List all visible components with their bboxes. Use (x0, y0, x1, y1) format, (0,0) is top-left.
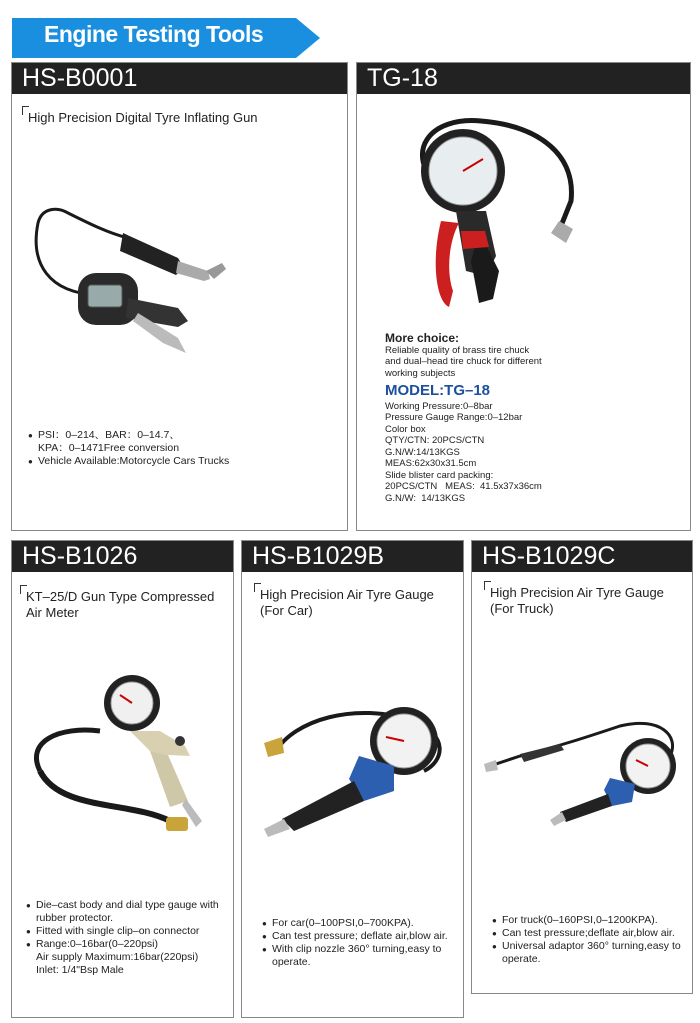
feature-item: ● Die–cast body and dial type gauge with rubber protector. (26, 899, 231, 925)
tg-18-description (385, 333, 685, 504)
feature-item: ● Range:0–16bar(0–220psi) Air supply Maximum:16bar(220psi) Inlet: 1/4"Bsp Male (26, 938, 231, 977)
tg-18-tyre-gauge-image (401, 111, 591, 311)
feature-item: ● For truck(0–160PSI,0–1200KPA). (492, 914, 690, 927)
feature-list (492, 914, 690, 966)
more-choice-heading: More choice: (385, 331, 460, 345)
product-title-line: (For Truck) (490, 601, 554, 616)
truck-air-tyre-gauge-image (480, 716, 680, 826)
product-code-header: TG-18 (357, 63, 690, 94)
feature-list (262, 917, 460, 969)
spec-line: G.N/W:14/13KGS (385, 446, 460, 458)
feature-item: ● Universal adaptor 360° turning,easy to operate. (492, 940, 690, 966)
spec-line: Color box (385, 423, 426, 435)
digital-tyre-inflator-image (28, 203, 228, 363)
product-panel-tg-18 (356, 62, 691, 531)
product-title-line: (For Car) (260, 603, 313, 618)
product-code-header: HS-B0001 (12, 63, 347, 94)
corner-tick-icon (20, 585, 27, 594)
product-title-line: KT–25/D Gun Type Compressed (26, 589, 215, 604)
model-label: MODEL:TG–18 (385, 382, 491, 399)
more-choice-line: Reliable quality of brass tire chuck (385, 344, 530, 356)
feature-item: ● Vehicle Available:Motorcycle Cars Trucks (28, 455, 328, 468)
more-choice-line: and dual–head tire chuck for different (385, 356, 542, 367)
product-title-line: High Precision Air Tyre Gauge (490, 585, 664, 600)
spec-line: G.N/W: 14/13KGS (385, 492, 466, 504)
more-choice-line: working subjects (385, 367, 456, 379)
product-code-header: HS-B1026 (12, 541, 233, 572)
product-panel-hs-b0001 (11, 62, 348, 531)
spec-line: Working Pressure:0–8bar (385, 400, 493, 412)
corner-tick-icon (254, 583, 261, 592)
product-code-header: HS-B1029B (242, 541, 463, 572)
feature-item: ● Fitted with single clip–on connector (26, 925, 231, 938)
product-title-text: High Precision Digital Tyre Inflating Gun (28, 110, 258, 125)
spec-line: QTY/CTN: 20PCS/CTN (385, 435, 485, 446)
corner-tick-icon (484, 581, 491, 590)
product-title-line: Air Meter (26, 605, 79, 620)
spec-line: Pressure Gauge Range:0–12bar (385, 412, 523, 423)
product-title (490, 585, 664, 617)
product-panel-hs-b1029c (471, 540, 693, 994)
product-title (260, 587, 434, 619)
car-air-tyre-gauge-image (254, 701, 454, 851)
banner-title: Engine Testing Tools (44, 21, 264, 47)
feature-list (28, 429, 328, 468)
corner-tick-icon (22, 106, 29, 115)
product-title-line: High Precision Air Tyre Gauge (260, 587, 434, 602)
section-banner (12, 18, 320, 58)
product-title (26, 589, 214, 621)
feature-item: ● Can test pressure;deflate air,blow air. (492, 927, 690, 940)
gun-type-air-meter-image (20, 671, 220, 861)
product-title (28, 110, 258, 126)
spec-line: MEAS:62x30x31.5cm (385, 458, 477, 469)
product-panel-hs-b1029b (241, 540, 464, 1018)
spec-line: 20PCS/CTN MEAS: 41.5x37x36cm (385, 481, 542, 492)
product-code-header: HS-B1029C (472, 541, 692, 572)
product-panel-hs-b1026 (11, 540, 234, 1018)
feature-item: ● Can test pressure; deflate air,blow air. (262, 930, 460, 943)
feature-item: ● PSI：0–214、BAR：0–14.7、 KPA：0–1471Free conversion (28, 429, 328, 455)
spec-line: Slide blister card packing: (385, 469, 494, 481)
feature-list (26, 899, 231, 977)
feature-item: ● For car(0–100PSI,0–700KPA). (262, 917, 460, 930)
feature-item: ● With clip nozzle 360° turning,easy to operate. (262, 943, 460, 969)
